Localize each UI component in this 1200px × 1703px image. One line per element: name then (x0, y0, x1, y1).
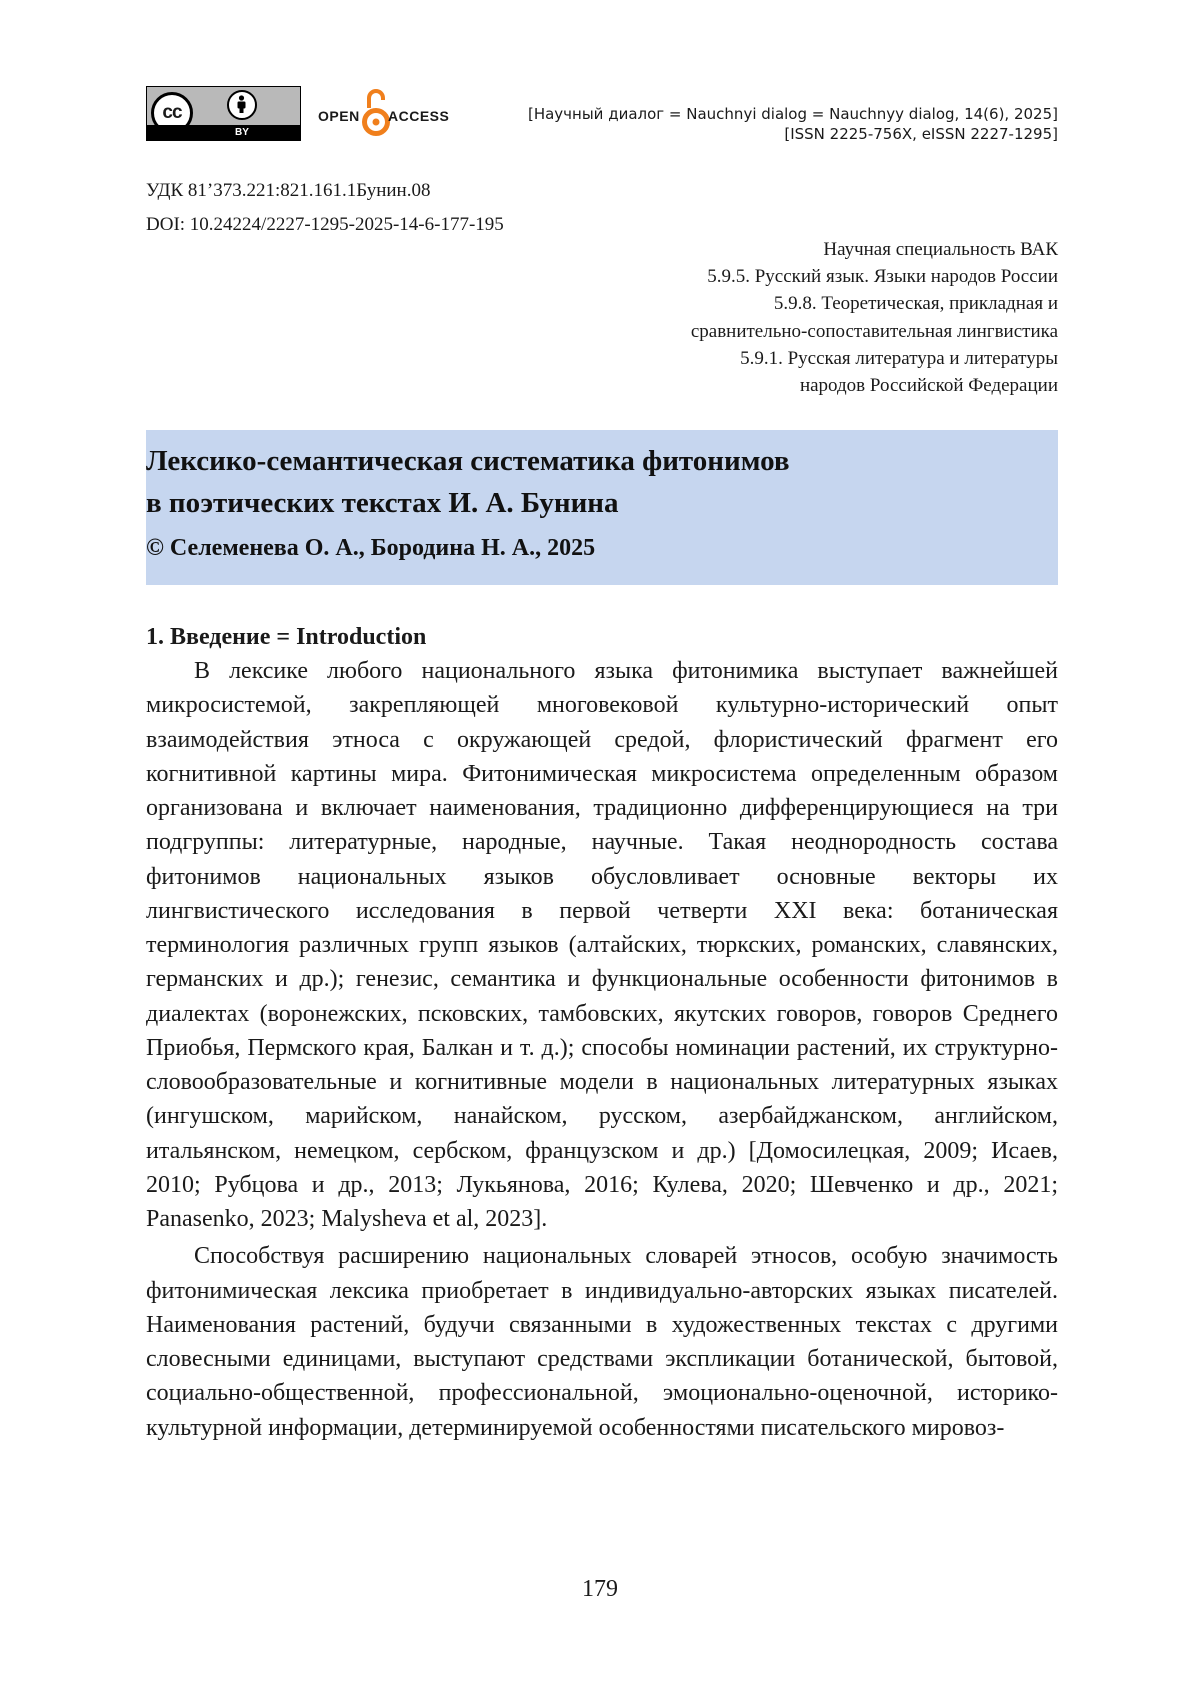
body-text (146, 654, 1058, 1445)
doi[interactable]: DOI: 10.24224/2227-1295-2025-14-6-177-195 (146, 214, 504, 235)
specialty-line: 5.9.1. Русская литература и литературы (740, 347, 1058, 369)
creative-commons-by-icon[interactable] (146, 86, 301, 141)
journal-issn: [ISSN 2225-756X, eISSN 2227-1295] (784, 125, 1058, 143)
specialty-line: 5.9.5. Русский язык. Языки народов России (707, 266, 1058, 288)
license-bar (147, 125, 300, 140)
attribution-person-icon (227, 90, 257, 120)
article-meta (146, 174, 504, 242)
journal-reference (528, 104, 1058, 144)
open-access-logo[interactable] (318, 86, 468, 142)
cc-icon: cc (151, 92, 193, 134)
article-title-line-1: Лексико-семантическая систематика фитонимов (146, 445, 790, 477)
title-block (146, 430, 1058, 585)
specialty-line: 5.9.8. Теоретическая, прикладная и (773, 293, 1058, 315)
scientific-specialty (691, 236, 1058, 399)
body-paragraph: Способствуя расширению национальных словарей этносов, особую значимость фитонимическая лексика приобретает в индивидуально-авторских языках писателей. Наименования растений, будучи связанными в художественных текстах с другими словесными единицами, выступают средствами экспликации ботанической, бытовой, социально-общественной, профессиональной, эмоционально-оценочной, историко-культурной информации, детерминируемой особенностями писательского мировоз- (146, 1243, 1058, 1441)
section-heading: 1. Введение = Introduction (146, 624, 427, 650)
udk-code: УДК 81’373.221:821.161.1Бунин.08 (146, 180, 431, 201)
page-header (146, 86, 1058, 144)
page-number: 179 (582, 1576, 618, 1602)
by-label: BY (235, 127, 249, 138)
article-title-line-2: в поэтических текстах И. А. Бунина (146, 487, 619, 519)
open-lock-icon (362, 86, 390, 138)
specialty-line: народов Российской Федерации (799, 375, 1058, 397)
open-access-access-text: ACCESS (388, 108, 450, 124)
article-authors: © Селеменева О. А., Бородина Н. А., 2025 (146, 535, 596, 561)
specialty-line: сравнительно-сопоставительная лингвистика (690, 320, 1058, 342)
journal-citation: [Научный диалог = Nauchnyi dialog = Nauchnyy dialog, 14(6), 2025] (527, 105, 1058, 123)
specialty-line: Научная специальность ВАК (823, 239, 1058, 260)
body-paragraph: В лексике любого национального языка фитонимика выступает важнейшей микросистемой, закрепляющей многовековой культурно-исторический опыт взаимодействия этноса с окружающей средой, флористический фрагмент его когнитивной картины мира. Фитонимическая микросистема определенным образом организована и включает наименования, традиционно дифференцирующиеся на три подгруппы: литературные, народные, научные. Такая неоднородность состава фитонимов национальных языков обусловливает основные векторы их лингвистического исследования в первой четверти XXI века: ботаническая терминология различных групп языков (алтайских, тюркских, романских, славянских, германских и др.); генезис, семантика и функциональные особенности фитонимов в диалектах (воронежских, псковских, тамбовских, якутских говоров, говоров Среднего Приобья, Пермского края, Балкан и т. д.); способы номинации растений, их структурно-словообразовательные и когнитивные модели в национальных литературных языках (ингушском, марийском, нанайском, русском, азербайджанском, английском, итальянском, немецком, сербском, французском и др.) [Домосилецкая, 2009; Исаев, 2010; Рубцова и др., 2013; Лукьянова, 2016; Кулева, 2020; Шевченко и др., 2021; Panasenko, 2023; Malysheva et al, 2023]. (146, 658, 1058, 1232)
open-access-open-text: OPEN (318, 108, 360, 124)
